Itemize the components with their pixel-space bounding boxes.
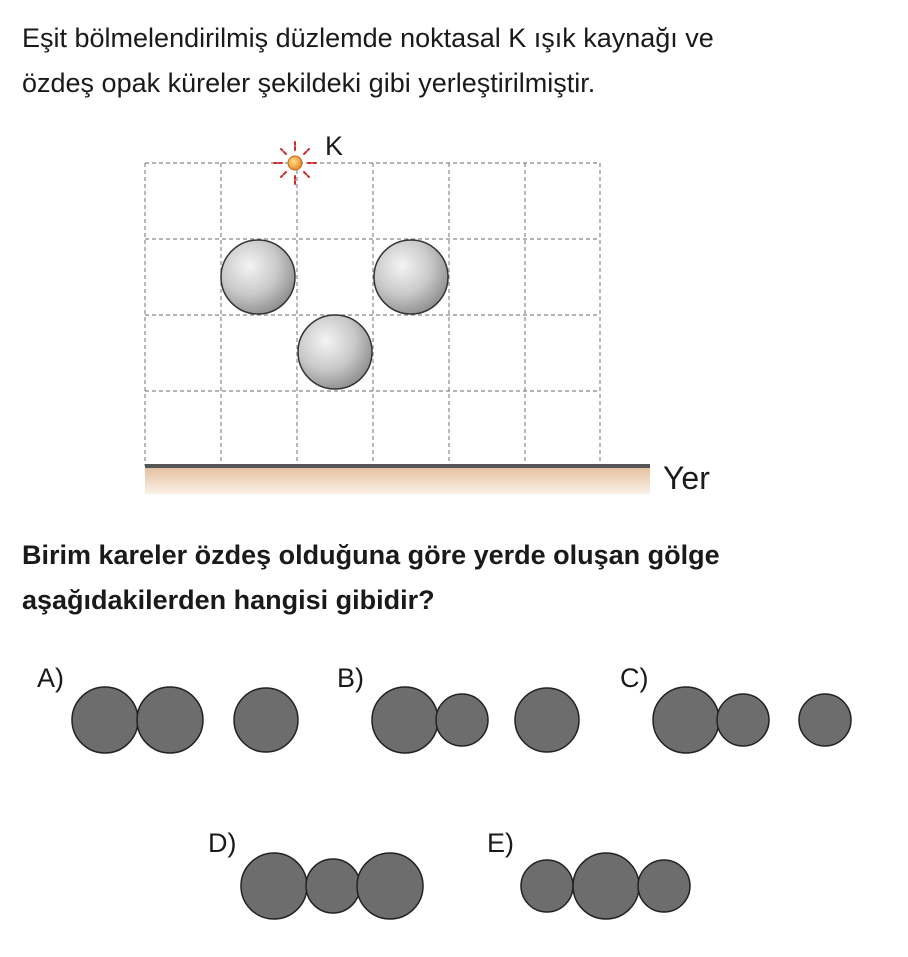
option-b-shadow-circle: [372, 687, 438, 753]
option-a-shadow[interactable]: [72, 687, 298, 753]
option-a-shadow-circle: [72, 687, 138, 753]
option-d-shadow[interactable]: [241, 853, 423, 919]
option-b-label: B): [337, 663, 364, 693]
intro-line-1: Eşit bölmelendirilmiş düzlemde noktasal K ışık kaynağı ve: [22, 23, 714, 53]
question-line-2: aşağıdakilerden hangisi gibidir?: [22, 585, 435, 615]
option-d-shadow-circle: [241, 853, 307, 919]
option-c-shadow-circle: [717, 694, 769, 746]
intro-line-2: özdeş opak küreler şekildeki gibi yerleştirilmiştir.: [22, 68, 596, 98]
option-d-shadow-circle: [306, 859, 360, 913]
option-c-shadow-circle: [799, 694, 851, 746]
question-line-1: Birim kareler özdeş olduğuna göre yerde oluşan gölge: [22, 540, 720, 570]
option-e-shadow-circle: [638, 860, 690, 912]
ground-label: Yer: [663, 460, 710, 496]
source-label: K: [325, 131, 344, 161]
option-d-label: D): [208, 828, 237, 858]
option-e-shadow-circle: [521, 860, 573, 912]
option-e-label: E): [487, 828, 514, 858]
option-c-shadow-circle: [653, 687, 719, 753]
option-b-shadow-circle: [515, 688, 579, 752]
option-c-label: C): [620, 663, 649, 693]
option-e-shadow-circle: [573, 853, 639, 919]
option-d-shadow-circle: [357, 853, 423, 919]
option-a-shadow-circle: [234, 688, 298, 752]
option-e-shadow[interactable]: [521, 853, 690, 919]
option-c-shadow[interactable]: [653, 687, 851, 753]
option-a-label: A): [37, 663, 64, 693]
option-a-shadow-circle: [137, 687, 203, 753]
option-b-shadow[interactable]: [372, 687, 579, 753]
option-b-shadow-circle: [436, 694, 488, 746]
